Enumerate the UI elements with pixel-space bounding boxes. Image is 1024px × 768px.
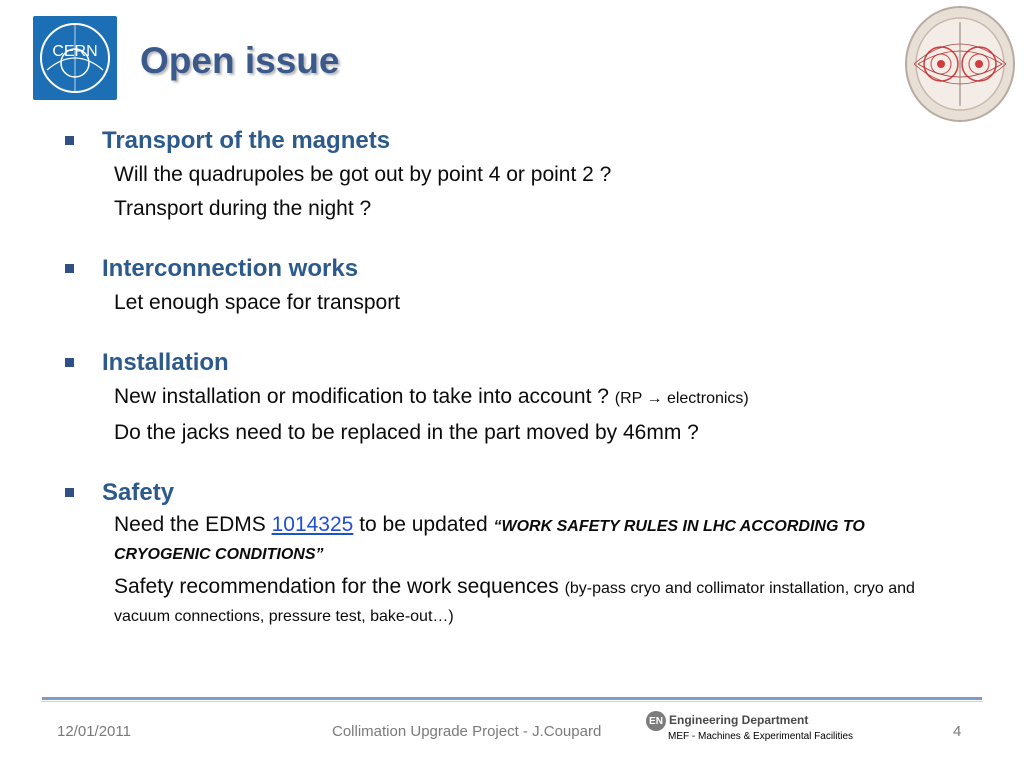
sub-item-text: Safety recommendation for the work sequences (114, 575, 559, 598)
bullet-square-icon (65, 264, 74, 273)
sub-item-note: (RP → electronics) (614, 390, 749, 407)
sub-item (114, 512, 963, 568)
edms-link[interactable]: 1014325 (271, 513, 354, 536)
sub-item: Will the quadrupoles be got out by point 4 or point 2 ? (114, 163, 612, 186)
bullet-square-icon (65, 136, 74, 145)
bullet-square-icon (65, 488, 74, 497)
section-title: Installation (102, 349, 229, 376)
slide-title: Open issue (140, 40, 340, 81)
cern-logo-text: CERN (52, 43, 98, 60)
sub-item-note: (by-pass cryo and collimator installation, cryo and vacuum connections, pressure test, bake-out…) (114, 580, 915, 625)
section-title: Transport of the magnets (102, 127, 391, 154)
slide-content (63, 124, 963, 656)
lhc-magnet-logo (904, 4, 1016, 128)
sub-item (114, 380, 963, 416)
department-name: Engineering Department (669, 713, 809, 727)
edms-document-title: “WORK SAFETY RULES IN LHC ACCORDING TO CRYOGENIC CONDITIONS” (114, 518, 865, 563)
page-number: 4 (953, 723, 962, 740)
sub-item: Transport during the night ? (114, 197, 372, 220)
section-title: Interconnection works (102, 255, 359, 282)
section-safety (63, 476, 963, 630)
sub-item-text: New installation or modification to take into account ? (114, 385, 609, 408)
section-transport (63, 124, 963, 226)
sub-item-text: to be updated (359, 513, 488, 536)
en-badge-icon: EN (646, 711, 666, 731)
section-title: Safety (102, 479, 175, 506)
cern-logo (33, 16, 117, 100)
section-interconnection (63, 252, 963, 320)
section-installation (63, 346, 963, 450)
sub-item: Let enough space for transport (114, 291, 401, 314)
footer-project: Collimation Upgrade Project - J.Coupard (332, 723, 602, 740)
footer-divider (42, 697, 982, 700)
sub-item: Do the jacks need to be replaced in the part moved by 46mm ? (114, 421, 699, 444)
sub-item-text: Need the EDMS (114, 513, 266, 536)
footer-date: 12/01/2011 (57, 723, 131, 740)
en-department-logo (646, 709, 866, 749)
footer-divider-shadow (42, 701, 982, 702)
bullet-square-icon (65, 358, 74, 367)
department-subtitle: MEF - Machines & Experimental Facilities (668, 731, 854, 742)
sub-item (114, 574, 963, 630)
